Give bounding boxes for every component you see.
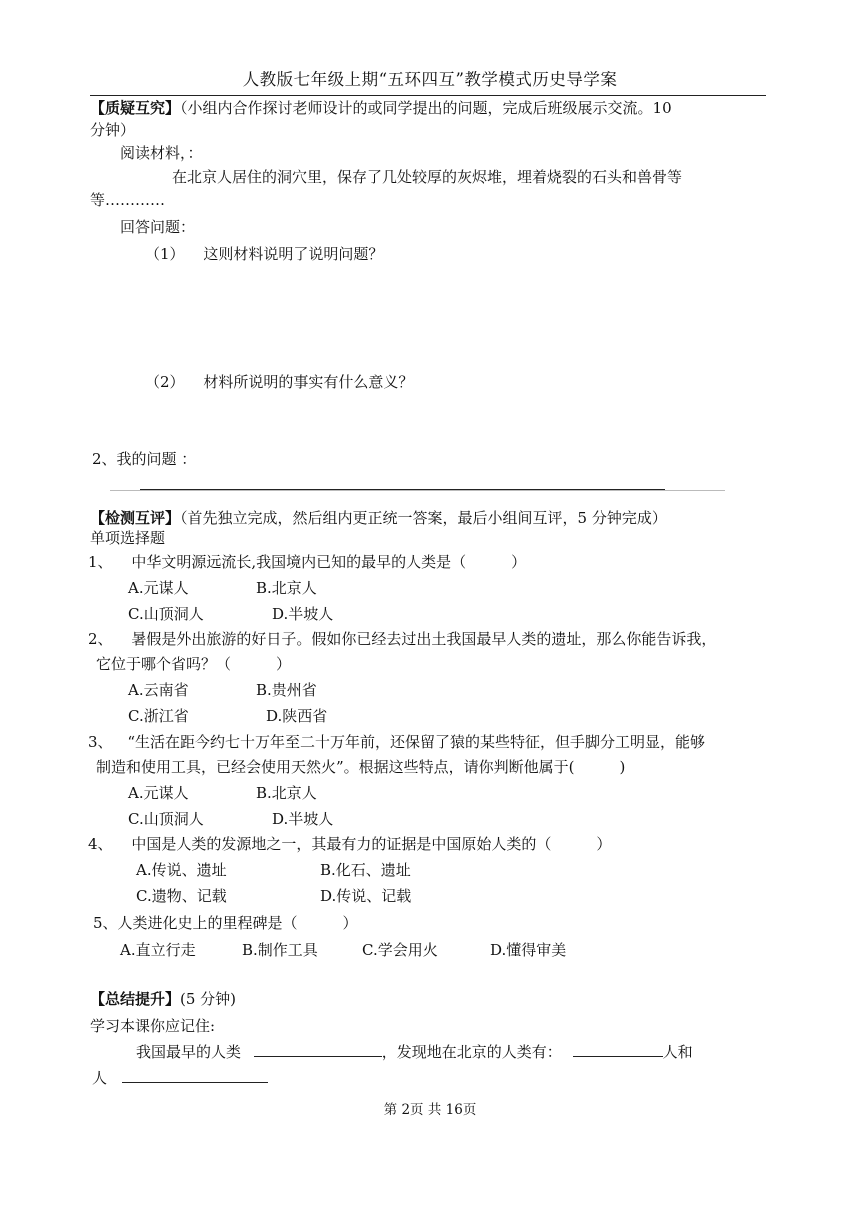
question-2-num: （2）	[145, 373, 185, 391]
question-type: 单项选择题	[90, 529, 166, 547]
question-1	[145, 244, 383, 264]
question-1-text: 这则材料说明了说明问题？	[203, 245, 384, 263]
summary-line-2	[92, 1068, 268, 1088]
mc-question-1-num: 1、	[88, 553, 113, 571]
material-text: 在北京人居住的洞穴里，保存了几处较厚的灰烬堆，埋着烧裂的石头和兽骨等	[172, 168, 683, 186]
mc-question-3-text: “生活在距今约七十万年至二十万年前，还保留了猿的某些特征，但手脚分工明显，能够	[127, 733, 706, 751]
mc-question-5-text: 人类进化史上的里程碑是（ ）	[117, 914, 358, 932]
page-number: 第 2页 共 16页	[383, 1102, 477, 1118]
mc-question-5	[93, 913, 358, 933]
answer-line-faint	[110, 490, 725, 491]
summary-intro	[90, 989, 236, 1009]
mc-question-3	[88, 732, 705, 752]
mc-q1-option-b: B.北京人	[256, 579, 317, 597]
mc-question-2-text: 暑假是外出旅游的好日子。假如你已经去过出土我国最早人类的遗址，那么你能告诉我，	[131, 630, 717, 648]
answer-line	[140, 489, 665, 490]
answer-label: 回答问题：	[120, 218, 196, 236]
summary-text-earliest: 我国最早的人类	[136, 1043, 242, 1061]
fill-blank-earliest[interactable]	[254, 1042, 382, 1057]
summary-text-person: 人	[92, 1069, 108, 1087]
mc-q2-option-c: C.浙江省	[128, 707, 189, 725]
test-intro	[90, 508, 667, 528]
mc-q4-option-a: A.传说、遗址	[136, 861, 227, 879]
mc-q3-option-a: A.元谋人	[128, 784, 189, 802]
mc-question-5-num: 5、	[93, 914, 118, 932]
mc-q2-option-d: D.陕西省	[266, 707, 328, 725]
mc-question-1-text: 中华文明源远流长,我国境内已知的最早的人类是（ ）	[131, 553, 527, 571]
mc-question-4-text: 中国是人类的发源地之一，其最有力的证据是中国原始人类的（ ）	[131, 835, 612, 853]
mc-q1-option-c: C.山顶洞人	[128, 605, 204, 623]
header-divider	[90, 95, 766, 96]
mc-q5-option-b: B.制作工具	[242, 941, 318, 959]
mc-q4-option-d: D.传说、记载	[320, 887, 412, 905]
mc-question-3-num: 3、	[88, 733, 113, 751]
test-heading: 【检测互评】	[90, 509, 181, 527]
fill-blank-beijing-2[interactable]	[122, 1068, 268, 1083]
fill-blank-beijing-1[interactable]	[573, 1042, 663, 1057]
page-title: 人教版七年级上期“五环四互”教学模式历史导学案	[242, 70, 618, 89]
material-text-cont: 等…………	[90, 191, 166, 209]
inquiry-intro	[90, 98, 672, 118]
question-1-num: （1）	[145, 245, 185, 263]
summary-text-beijing: ，发现地在北京的人类有：	[381, 1043, 562, 1061]
inquiry-intro-cont: 分钟）	[90, 121, 136, 139]
mc-question-4-num: 4、	[88, 835, 113, 853]
mc-question-2-num: 2、	[88, 630, 113, 648]
mc-q2-option-b: B.贵州省	[256, 681, 317, 699]
summary-heading: 【总结提升】	[90, 990, 181, 1008]
mc-q3-option-d: D.半坡人	[272, 810, 334, 828]
question-2	[145, 372, 413, 392]
mc-question-4	[88, 834, 611, 854]
mc-q4-option-c: C.遗物、记载	[136, 887, 227, 905]
mc-question-3-cont: 制造和使用工具，已经会使用天然火”。根据这些特点，请你判断他属于( )	[96, 758, 626, 776]
mc-q1-option-a: A.元谋人	[128, 579, 189, 597]
mc-q4-option-b: B.化石、遗址	[320, 861, 411, 879]
mc-question-1	[88, 552, 526, 572]
inquiry-heading: 【质疑互究】	[90, 99, 181, 117]
mc-q3-option-b: B.北京人	[256, 784, 317, 802]
mc-q2-option-a: A.云南省	[128, 681, 189, 699]
mc-q1-option-d: D.半坡人	[272, 605, 334, 623]
mc-question-2	[88, 629, 716, 649]
mc-q5-option-c: C.学会用火	[362, 941, 438, 959]
summary-line-1	[136, 1042, 693, 1062]
read-label: 阅读材料，：	[120, 144, 203, 162]
mc-q5-option-a: A.直立行走	[120, 941, 196, 959]
mc-question-2-cont: 它位于哪个省吗？（ ）	[96, 655, 292, 673]
mc-q5-option-d: D.懂得审美	[490, 941, 567, 959]
summary-remember: 学习本课你应记住:	[90, 1017, 216, 1035]
question-2-text: 材料所说明的事实有什么意义？	[203, 373, 414, 391]
test-intro-text: （首先独立完成，然后组内更正统一答案，最后小组间互评，5 分钟完成）	[180, 509, 667, 527]
summary-text-and: 人和	[662, 1043, 693, 1061]
summary-time: (5 分钟)	[180, 990, 237, 1008]
mc-q3-option-c: C.山顶洞人	[128, 810, 204, 828]
inquiry-intro-text: （小组内合作探讨老师设计的或同学提出的问题，完成后班级展示交流。10	[180, 99, 672, 117]
my-question: 2、我的问题 ：	[92, 450, 197, 468]
